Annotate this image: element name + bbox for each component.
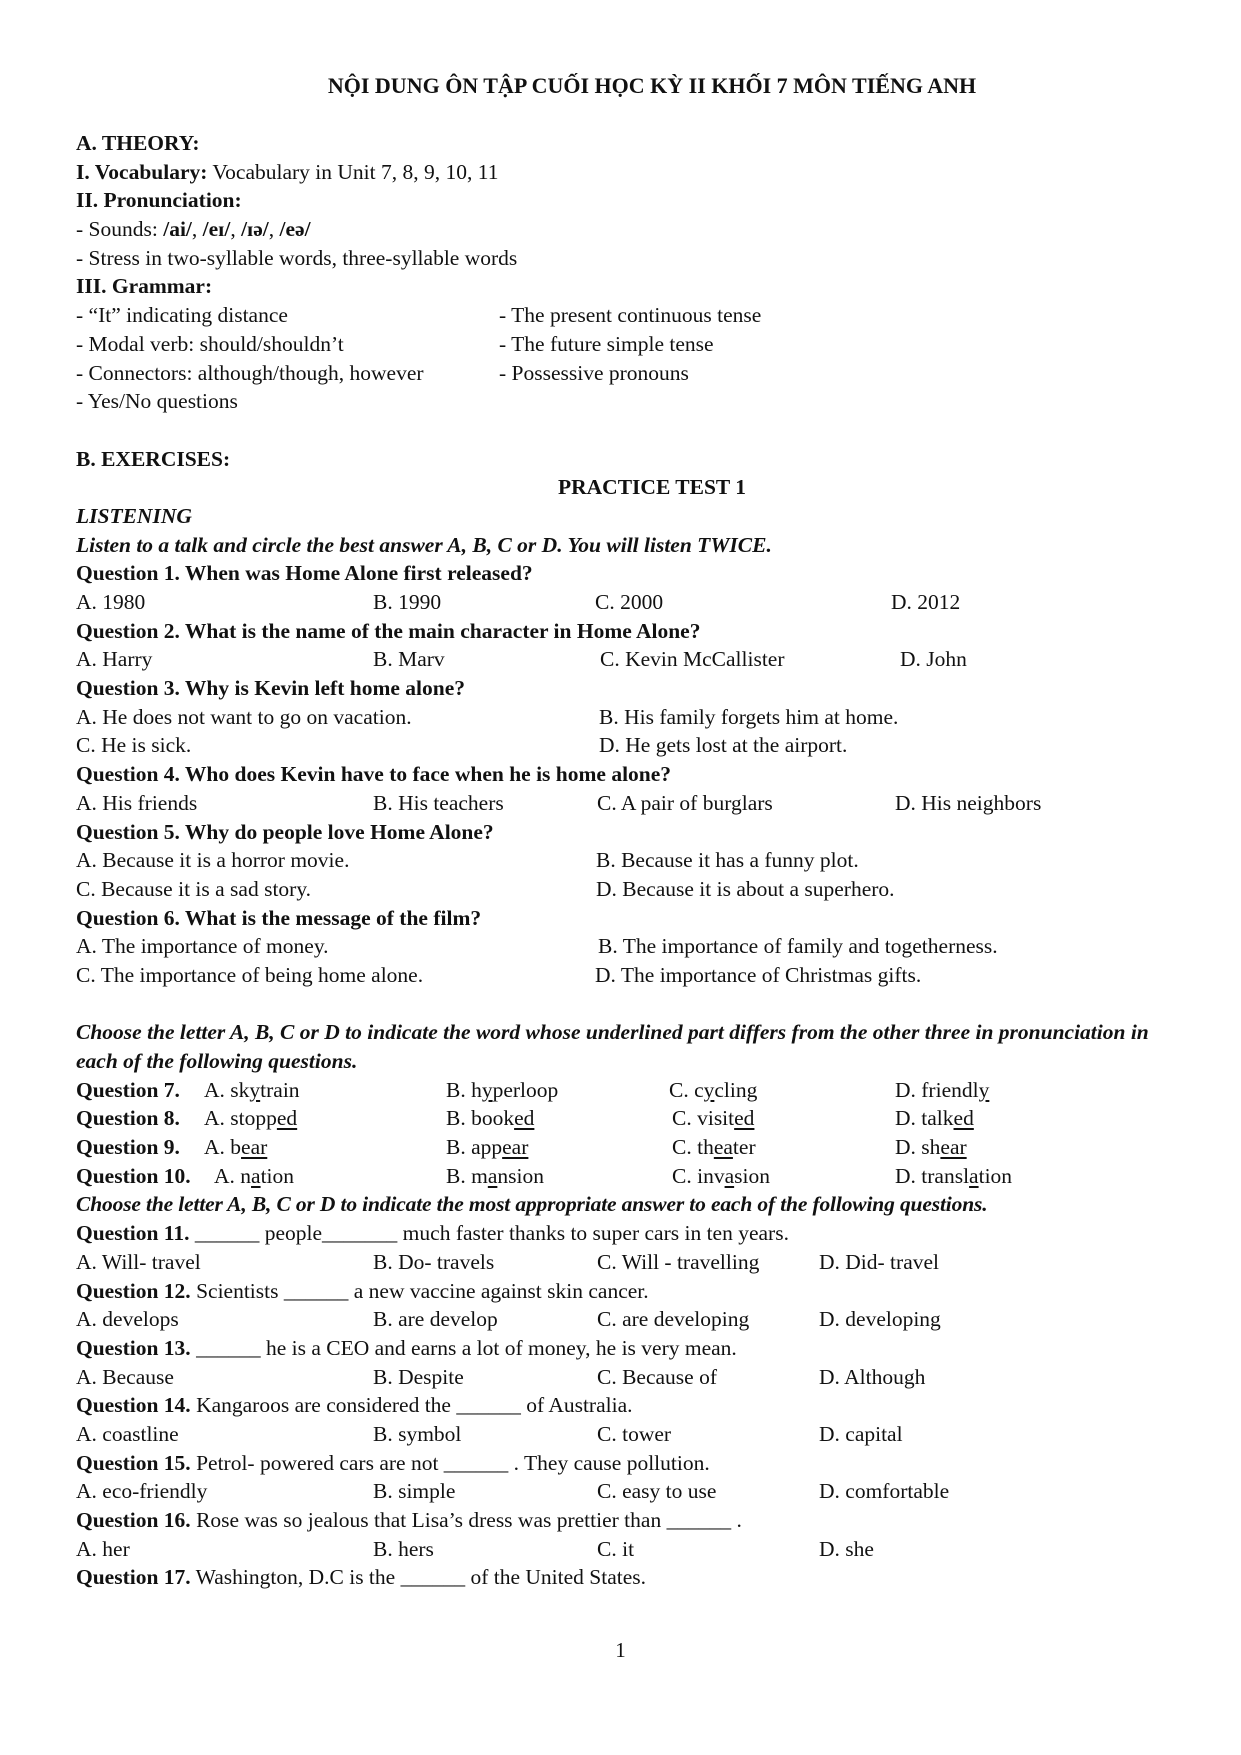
listening-instruction: Listen to a talk and circle the best answer A, B, C or D. You will listen TWICE. [76,532,772,557]
option-a: A. bear [204,1135,268,1160]
question-11-options [76,1248,1186,1277]
grammar-item: - Yes/No questions [76,389,238,414]
sound-3: /ɪə/ [241,217,269,242]
option-c: C. theater [672,1135,756,1160]
option-d: D. shear [895,1135,967,1160]
question-7-row [76,1076,1186,1105]
document-title: NỘI DUNG ÔN TẬP CUỐI HỌC KỲ II KHỐI 7 MÔN TIẾNG ANH [327,73,977,98]
option-c: C. it [597,1536,635,1561]
option-a: A. The importance of money. [76,934,329,959]
question-17: Question 17. Washington, D.C is the ______ of the United States. [76,1565,646,1590]
option-b: B. hers [373,1536,434,1561]
pronunciation-heading: II. Pronunciation: [76,188,242,213]
option-b: B. mansion [446,1163,544,1188]
question-10-label: Question 10. [76,1163,191,1188]
vocabulary-label: I. Vocabulary: [76,159,208,184]
grammar-item: - The future simple tense [499,331,714,356]
option-a: A. Harry [76,647,153,672]
option-d: D. capital [819,1421,903,1446]
option-d: D. talked [895,1106,974,1131]
option-c: C. Because of [597,1364,718,1389]
grammar-item: - Connectors: although/though, however [76,360,424,385]
option-a: A. eco-friendly [76,1479,208,1504]
question-8-row [76,1104,1186,1133]
option-b: B. 1990 [373,590,442,614]
option-b: B. appear [446,1135,529,1160]
option-b: B. symbol [373,1421,462,1446]
option-a: A. nation [214,1163,295,1188]
sounds-prefix: - Sounds: [76,217,164,242]
question-16: Question 16. Rose was so jealous that Lisa’s dress was prettier than ______ . [76,1508,742,1533]
option-c: C. The importance of being home alone. [76,962,424,987]
grammar-item: - Modal verb: should/shouldn’t [76,331,344,356]
option-c: C. cycling [669,1077,758,1102]
sounds-line: - Sounds: /ai/, /eɪ/, /ɪə/, /eə/ [76,217,311,242]
question-6-options [76,961,1186,990]
option-b: B. Despite [373,1364,464,1389]
option-d: D. Did- travel [819,1249,940,1274]
question-6-options [76,932,1186,961]
option-c: C. invasion [672,1163,770,1188]
grammar-row [76,359,1186,388]
option-d: D. The importance of Christmas gifts. [595,962,922,987]
grammar-item: - Possessive pronouns [499,360,689,385]
question-11: Question 11. ______ people_______ much faster thanks to super cars in ten years. [76,1221,789,1246]
theory-heading: A. THEORY: [76,131,200,155]
sound-4: /eə/ [279,217,311,242]
grammar-instruction: Choose the letter A, B, C or D to indicate the most appropriate answer to each of the following questions. [76,1192,988,1217]
option-d: D. Although [819,1364,926,1389]
option-c: C. He is sick. [76,733,192,758]
question-1: Question 1. When was Home Alone first released? [76,561,533,586]
option-d: D. His neighbors [895,790,1042,815]
grammar-row [76,301,1186,330]
option-b: B. His family forgets him at home. [599,704,899,729]
option-a: A. her [76,1536,130,1561]
option-a: A. skytrain [204,1077,300,1102]
question-9-label: Question 9. [76,1135,180,1160]
option-a: A. Because it is a horror movie. [76,848,350,873]
question-14: Question 14. Kangaroos are considered the ______ of Australia. [76,1393,633,1418]
option-d: D. 2012 [891,590,961,614]
grammar-item: - The present continuous tense [499,303,762,328]
option-c: C. tower [597,1421,672,1446]
question-3-options [76,703,1186,732]
vocabulary-text: Vocabulary in Unit 7, 8, 9, 10, 11 [207,159,499,184]
grammar-item: - “It” indicating distance [76,303,288,328]
sound-1: /ai/ [163,217,192,242]
page-number: 1 [615,1638,626,1662]
listening-label: LISTENING [76,503,192,528]
option-c: C. easy to use [597,1479,717,1504]
option-d: D. friendly [895,1077,990,1102]
question-8-label: Question 8. [76,1106,180,1131]
option-b: B. The importance of family and togetherness. [598,934,998,959]
option-d: D. she [819,1536,874,1561]
question-2: Question 2. What is the name of the main character in Home Alone? [76,618,701,643]
option-b: B. Marv [373,647,445,672]
pronunciation-instruction: Choose the letter A, B, C or D to indicate the word whose underlined part differs from the other three in pronunciation in each of the following questions. [76,1020,1149,1074]
option-c: C. visited [672,1106,755,1131]
question-15-options [76,1477,1186,1506]
question-12: Question 12. Scientists ______ a new vaccine against skin cancer. [76,1278,649,1303]
question-2-options [76,645,1186,674]
option-a: A. His friends [76,790,198,815]
option-b: B. are develop [373,1307,498,1332]
option-d: D. translation [895,1163,1013,1188]
question-5-options [76,875,1186,904]
option-d: D. John [900,647,967,672]
exercises-heading: B. EXERCISES: [76,446,231,471]
question-16-options [76,1535,1186,1564]
question-13-options [76,1363,1186,1392]
question-1-options [76,588,1186,617]
option-b: B. simple [373,1479,456,1504]
option-c: C. 2000 [595,590,664,614]
question-14-options [76,1420,1186,1449]
sound-2: /eɪ/ [202,217,231,242]
question-4: Question 4. Who does Kevin have to face when he is home alone? [76,762,672,787]
option-d: D. Because it is about a superhero. [596,876,895,901]
option-d: D. comfortable [819,1479,950,1504]
option-c: C. Will - travelling [597,1249,760,1274]
option-b: B. Because it has a funny plot. [596,848,859,873]
practice-test-title: PRACTICE TEST 1 [558,475,746,500]
question-15: Question 15. Petrol- powered cars are not ______ . They cause pollution. [76,1450,710,1475]
option-a: A. stopped [204,1106,298,1131]
option-c: C. Kevin McCallister [600,647,785,672]
question-3-options [76,731,1186,760]
stress-line: - Stress in two-syllable words, three-syllable words [76,245,518,270]
option-a: A. coastline [76,1421,179,1446]
option-b: B. His teachers [373,790,504,815]
question-7-label: Question 7. [76,1077,180,1102]
grammar-row [76,330,1186,359]
vocabulary-line [76,158,1186,187]
question-13: Question 13. ______ he is a CEO and earns a lot of money, he is very mean. [76,1335,737,1360]
question-5: Question 5. Why do people love Home Alone? [76,819,494,844]
question-5-options [76,846,1186,875]
option-a: A. 1980 [76,590,146,614]
question-6: Question 6. What is the message of the film? [76,905,482,930]
option-c: C. A pair of burglars [597,790,773,815]
option-d: D. developing [819,1307,941,1332]
option-a: A. Will- travel [76,1249,201,1274]
document-page [76,70,1186,1592]
option-a: A. He does not want to go on vacation. [76,704,412,729]
option-b: B. Do- travels [373,1249,495,1274]
question-4-options [76,789,1186,818]
option-c: C. are developing [597,1307,750,1332]
question-3: Question 3. Why is Kevin left home alone? [76,676,466,701]
option-a: A. Because [76,1364,174,1389]
question-10-row [76,1162,1186,1191]
option-d: D. He gets lost at the airport. [599,733,848,758]
option-c: C. Because it is a sad story. [76,876,312,901]
question-12-options [76,1305,1186,1334]
option-b: B. hyperloop [446,1077,559,1102]
grammar-row [76,387,1186,416]
grammar-heading: III. Grammar: [76,274,213,299]
option-a: A. develops [76,1307,179,1332]
question-9-row [76,1133,1186,1162]
option-b: B. booked [446,1106,535,1131]
